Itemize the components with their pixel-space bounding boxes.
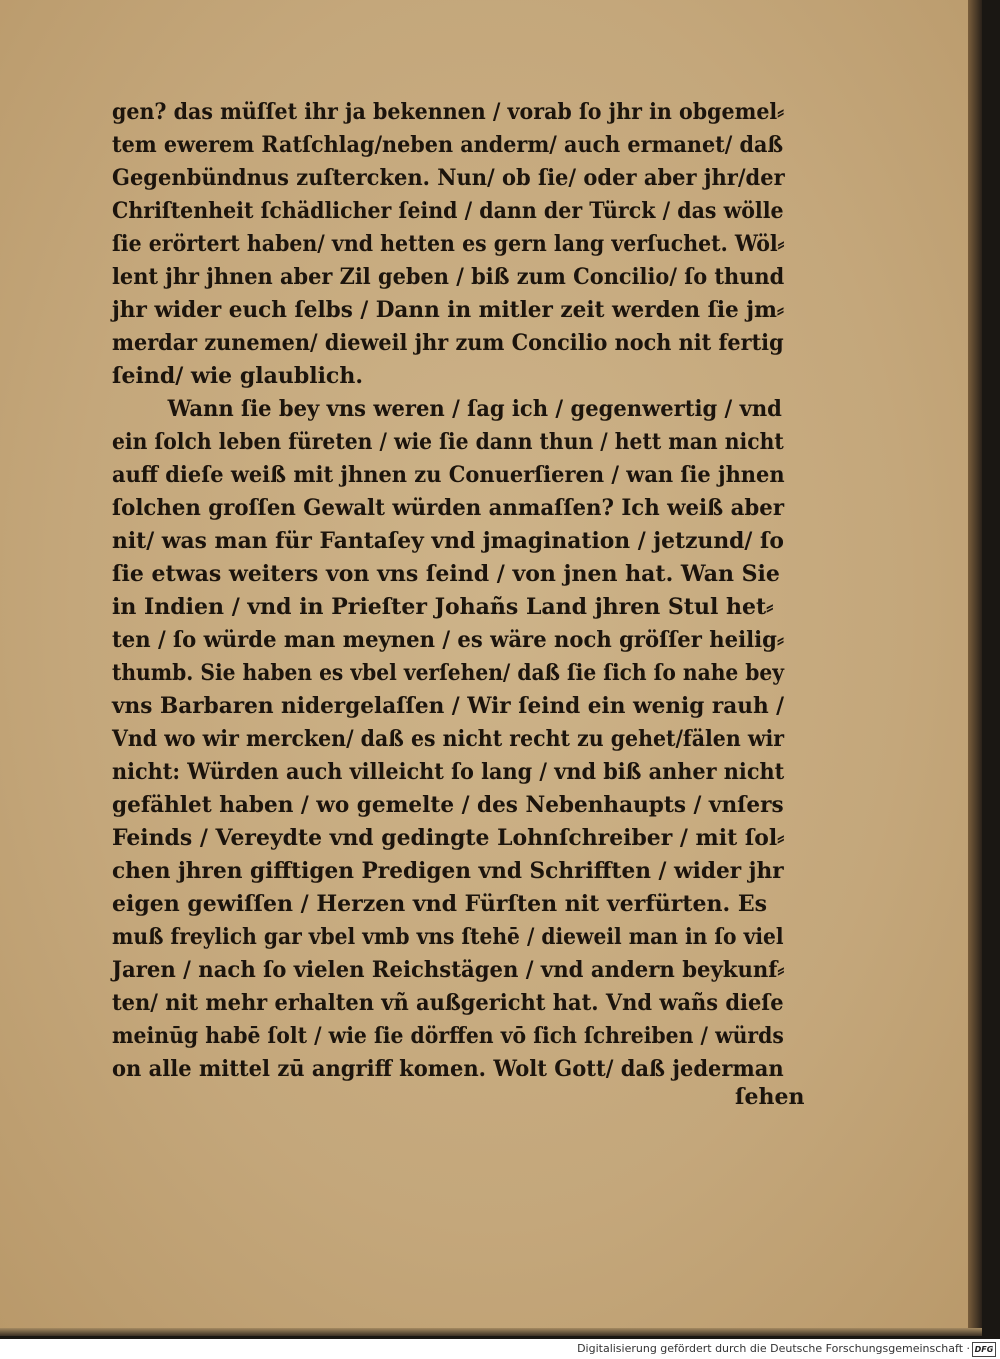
page-edge-shadow bbox=[968, 0, 982, 1336]
footer-bar bbox=[0, 1339, 1000, 1359]
text-line: ſolchen groſſen Gewalt würden anmaſſen? Ich weiß aber bbox=[112, 495, 785, 521]
text-line: meinūg habē ſolt / wie ſie dörffen vō ſich ſchreiben / würds bbox=[112, 1023, 784, 1049]
dfg-logo-icon: DFG bbox=[972, 1342, 996, 1357]
text-line: muß freylich gar vbel vmb vns ſtehē / dieweil man in ſo viel bbox=[112, 924, 784, 950]
text-line: ten / ſo würde man meynen / es wäre noch gröſſer heilig⸗ bbox=[112, 627, 784, 653]
text-line: vns Barbaren nidergelaſſen / Wir ſeind ein wenig rauh / bbox=[112, 693, 785, 719]
text-line: Chriſtenheit ſchädlicher ſeind / dann der Türck / das wölle bbox=[112, 198, 784, 224]
text-line: ſie etwas weiters von vns ſeind / von jnen hat. Wan Sie bbox=[112, 561, 780, 587]
text-line: on alle mittel zū angriff komen. Wolt Gott/ daß jederman bbox=[112, 1056, 784, 1082]
text-line: Vnd wo wir mercken/ daß es nicht recht zu gehet/fälen wir bbox=[112, 726, 785, 752]
text-line: Gegenbündnus zuſtercken. Nun/ ob ſie/ oder aber jhr/der bbox=[112, 165, 785, 191]
text-line: Feinds / Vereydte vnd gedingte Lohnſchreiber / mit ſol⸗ bbox=[112, 825, 785, 851]
text-line: gefählet haben / wo gemelte / des Nebenhaupts / vnſers bbox=[112, 792, 784, 818]
text-line: ein ſolch leben füreten / wie ſie dann thun / hett man nicht bbox=[112, 429, 784, 455]
text-line: lent jhr jhnen aber Zil geben / biß zum Concilio/ ſo thund bbox=[112, 264, 785, 290]
text-line: eigen gewiſſen / Herzen vnd Fürſten nit verfürten. Es bbox=[112, 891, 767, 917]
text-line: thumb. Sie haben es vbel verſehen/ daß ſie ſich ſo nahe bey bbox=[112, 660, 785, 686]
text-line: nicht: Würden auch villeicht ſo lang / vnd biß anher nicht bbox=[112, 759, 785, 785]
text-line: merdar zunemen/ dieweil jhr zum Concilio noch nit fertig bbox=[112, 330, 784, 356]
text-line: in Indien / vnd in Prieſter Johañs Land jhren Stul het⸗ bbox=[112, 594, 774, 620]
paragraph-start-line: Wann ſie bey vns weren / ſag ich / gegenwertig / vnd bbox=[167, 396, 782, 422]
text-line: auff dieſe weiß mit jhnen zu Conuerſieren / wan ſie jhnen bbox=[112, 462, 785, 488]
page-text bbox=[112, 96, 784, 1086]
text-line: jhr wider euch ſelbs / Dann in mitler zeit werden ſie jm⸗ bbox=[112, 297, 785, 323]
text-line: ſeind/ wie glaublich. bbox=[112, 363, 363, 389]
catchword: ſehen bbox=[735, 1084, 805, 1110]
text-line: ten/ nit mehr erhalten vñ außgericht hat. Vnd wañs dieſe bbox=[112, 990, 784, 1016]
text-line: chen jhren gifftigen Predigen vnd Schrifften / wider jhr bbox=[112, 858, 784, 884]
text-line: gen? das müſſet ihr ja bekennen / vorab ſo jhr in obgemel⸗ bbox=[112, 99, 785, 125]
page-bottom-shadow bbox=[0, 1328, 982, 1336]
text-line: ſie erörtert haben/ vnd hetten es gern lang verſuchet. Wöl⸗ bbox=[112, 231, 785, 257]
text-line: tem ewerem Ratſchlag/neben anderm/ auch ermanet/ daß bbox=[112, 132, 784, 158]
text-line: nit/ was man für Fantaſey vnd jmagination / jetzund/ ſo bbox=[112, 528, 784, 554]
text-line: Jaren / nach ſo vielen Reichstägen / vnd andern beykunf⸗ bbox=[112, 957, 785, 983]
funding-credit: Digitalisierung gefördert durch die Deutsche Forschungsgemeinschaft · bbox=[577, 1342, 970, 1355]
